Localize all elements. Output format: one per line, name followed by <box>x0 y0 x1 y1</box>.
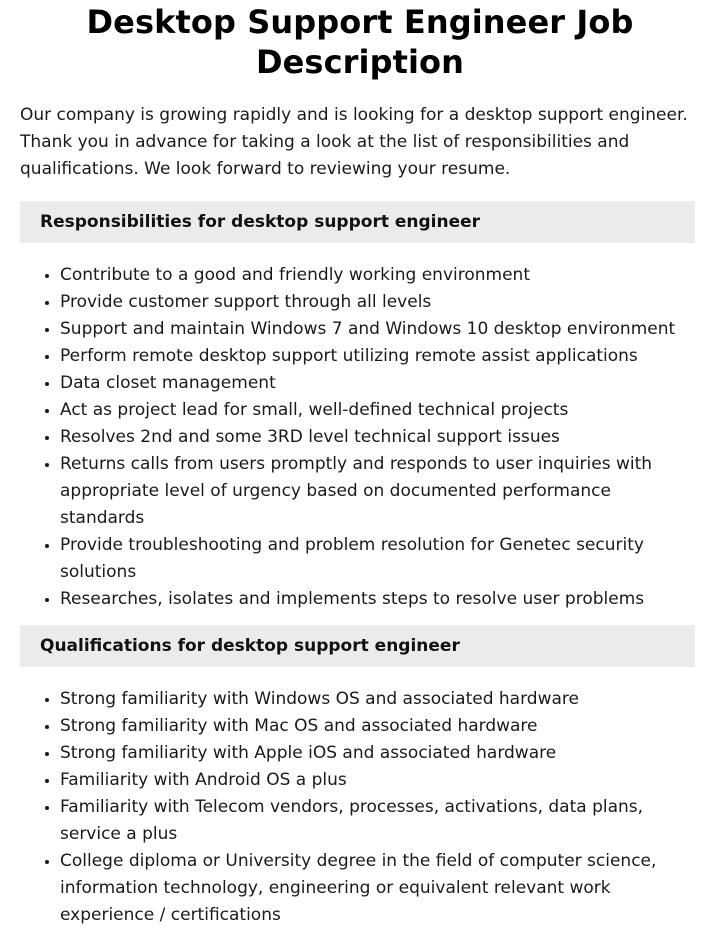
list-item: • Strong familiarity with Windows OS and associated hardware <box>60 686 700 713</box>
list-item: • Resolves 2nd and some 3RD level technical support issues <box>60 424 700 451</box>
list-item: • Provide customer support through all levels <box>60 289 700 316</box>
list-item: • Strong familiarity with Mac OS and associated hardware <box>60 713 700 740</box>
page-title: Desktop Support Engineer Job Description <box>86 3 634 81</box>
list-item: • Strong familiarity with Apple iOS and associated hardware <box>60 740 700 767</box>
responsibilities-list <box>20 262 700 613</box>
list-item: • Perform remote desktop support utilizing remote assist applications <box>60 343 700 370</box>
list-item: • Data closet management <box>60 370 700 397</box>
list-item: • Researches, isolates and implements steps to resolve user problems <box>60 586 700 613</box>
qualifications-heading: Qualifications for desktop support engineer <box>20 625 695 667</box>
list-item: • Familiarity with Telecom vendors, processes, activations, data plans, service a plus <box>60 794 700 848</box>
list-item: • Support and maintain Windows 7 and Windows 10 desktop environment <box>60 316 700 343</box>
responsibilities-heading: Responsibilities for desktop support engineer <box>20 201 695 243</box>
list-item: • Familiarity with Android OS a plus <box>60 767 700 794</box>
list-item: • College diploma or University degree in the field of computer science, information technology, engineering or equivalent relevant work experience / certifications <box>60 848 700 929</box>
list-item: • Contribute to a good and friendly working environment <box>60 262 700 289</box>
list-item: • Provide troubleshooting and problem resolution for Genetec security solutions <box>60 532 700 586</box>
list-item: • Returns calls from users promptly and responds to user inquiries with appropriate level of urgency based on documented performance standards <box>60 451 700 532</box>
intro-paragraph: Our company is growing rapidly and is looking for a desktop support engineer. Thank you in advance for taking a look at the list of responsibilities and qualifications. We look forward to reviewing your resume. <box>20 105 688 179</box>
qualifications-list <box>20 686 700 929</box>
list-item: • Act as project lead for small, well-defined technical projects <box>60 397 700 424</box>
